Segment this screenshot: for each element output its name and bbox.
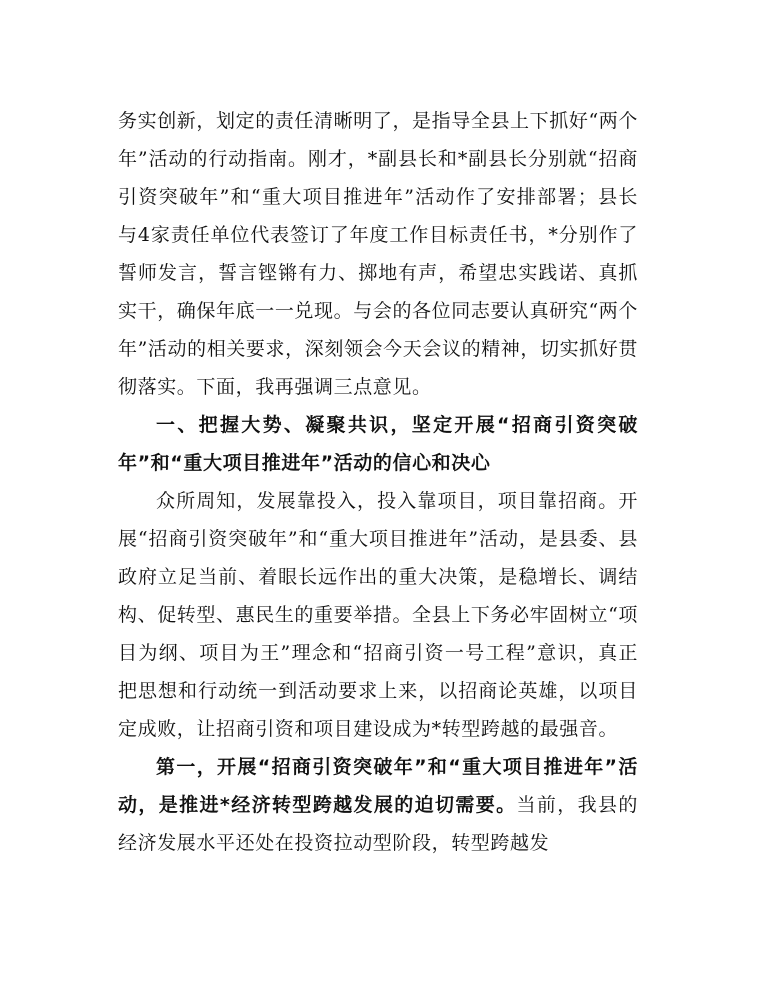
point-paragraph-1 <box>118 748 638 862</box>
point-lead-rest: 当前，我县的经济发展水平还处在投资拉动型阶段，转型跨越发 <box>118 794 638 854</box>
intro-paragraph: 务实创新，划定的责任清晰明了，是指导全县上下抓好“两个年”活动的行动指南。刚才，*副县长和*副县长分别就“招商引资突破年”和“重大项目推进年”活动作了安排部署；县长与4家责任单位代表签订了年度工作目标责任书，*分别作了誓师发言，誓言铿锵有力、掷地有声，希望忠实践诺、真抓实干，确保年底一一兑现。与会的各位同志要认真研究“两个年”活动的相关要求，深刻领会今天会议的精神，切实抓好贯彻落实。下面，我再强调三点意见。 <box>118 110 638 398</box>
document-body <box>118 102 638 862</box>
body-paragraph: 众所周知，发展靠投入，投入靠项目，项目靠招商。开展“招商引资突破年”和“重大项目推进年”活动，是县委、县政府立足当前、着眼长远作出的重大决策，是稳增长、调结构、促转型、惠民生的重要举措。全县上下务必牢固树立“项目为纲、项目为王”理念和“招商引资一号工程”意识，真正把思想和行动统一到活动要求上来，以招商论英雄，以项目定成败，让招商引资和项目建设成为*转型跨越的最强音。 <box>118 490 638 740</box>
point-lead-bold: 第一，开展“招商引资突破年”和“重大项目推进年”活动，是推进*经济转型跨越发展的迫切需要。 <box>118 756 638 816</box>
section-heading-1: 一、把握大势、凝聚共识，坚定开展“招商引资突破年”和“重大项目推进年”活动的信心和决心 <box>118 414 638 474</box>
